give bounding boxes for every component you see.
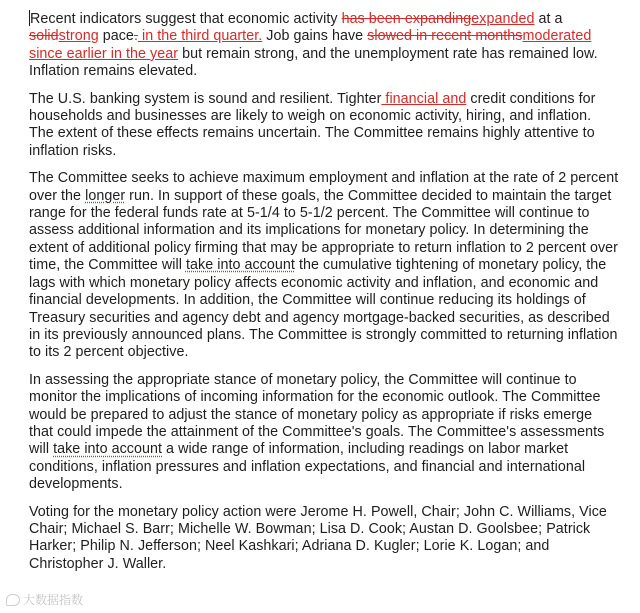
inserted-text[interactable]: in the third quarter. [137,28,263,45]
grammar-flag[interactable]: take into account [53,441,163,458]
deleted-text[interactable]: solid [29,28,59,45]
chat-bubble-icon [6,594,20,606]
text-run: The Committee seeks to achieve maximum employment and inflation at the rate of 2 percent over the [29,170,619,204]
document-body[interactable] [29,10,619,583]
text-run: but remain strong, and the unemployment rate has remained low. Inflation remains elevated. [29,45,598,80]
text-run: the cumulative tightening of monetary policy, the lags with which monetary policy affects economic activity and inflation, and economic and financial developments. In addition, the Committee will continue reducing its holdings of Treasury securities and agency debt and agency mortgage-backed securities, as described in its previously announced plans. The Committee is strongly committed to returning inflation to its 2 percent objective. [29,257,618,361]
text-run: credit conditions for households and businesses are likely to weigh on economic activity, hiring, and inflation. The extent of these effects remains uncertain. The Committee remains highly attentive to inflation risks. [29,90,596,159]
paragraph-economic-activity [29,10,619,81]
inserted-text[interactable]: expanded [471,11,535,27]
text-run: at a [534,11,563,27]
watermark-text: 大数据指数 [23,593,84,607]
text-run: Voting for the monetary policy action were Jerome H. Powell, Chair; John C. Williams, Vice Chair; Michael S. Barr; Michelle W. Bowman; Lisa D. Cook; Austan D. Goolsbee; Patrick Harker; Philip N. Jefferson; Neel Kashkari; Adriana D. Kugler; Lorie K. Logan; and Christopher J. Waller. [29,503,607,572]
inserted-text[interactable]: financial and [381,90,467,107]
inserted-text[interactable]: strong [58,28,99,45]
deleted-text[interactable]: has been expanding [341,11,472,27]
text-run: pace [98,28,134,45]
paragraph-voting-members [29,504,619,574]
deleted-text[interactable]: . [133,28,138,45]
text-run: Recent indicators suggest that economic activity [30,11,342,27]
paragraph-banking-system [29,91,619,161]
paragraph-policy-stance [29,372,619,494]
text-run: In assessing the appropriate stance of monetary policy, the Committee will continue to monitor the implications of incoming information for the economic outlook. The Committee would be prepared to adjust the stance of monetary policy as appropriate if risks emerge that could impede the attainment of the Committee's goals. The Committee's assessments will [29,371,605,458]
text-run: run. In support of these goals, the Committee decided to maintain the target range for the federal funds rate at 5-1/4 to 5-1/2 percent. The Committee will continue to assess additional information and its implications for monetary policy. In determining the extent of additional policy firming that may be appropriate to return inflation to 2 percent over time, the Committee will [29,187,618,274]
text-run: Job gains have [262,28,368,45]
paragraph-committee-goals [29,170,619,361]
grammar-flag[interactable]: take into account [185,257,295,274]
text-run: The U.S. banking system is sound and resilient. Tighter [29,90,382,107]
inserted-text[interactable]: moderated since earlier in the year [29,28,592,62]
watermark [6,591,83,608]
deleted-text[interactable]: slowed in recent months [367,28,523,45]
text-run: a wide range of information, including readings on labor market conditions, inflation pressures and inflation expectations, and financial and international developments. [29,441,586,493]
grammar-flag[interactable]: longer [85,187,126,204]
